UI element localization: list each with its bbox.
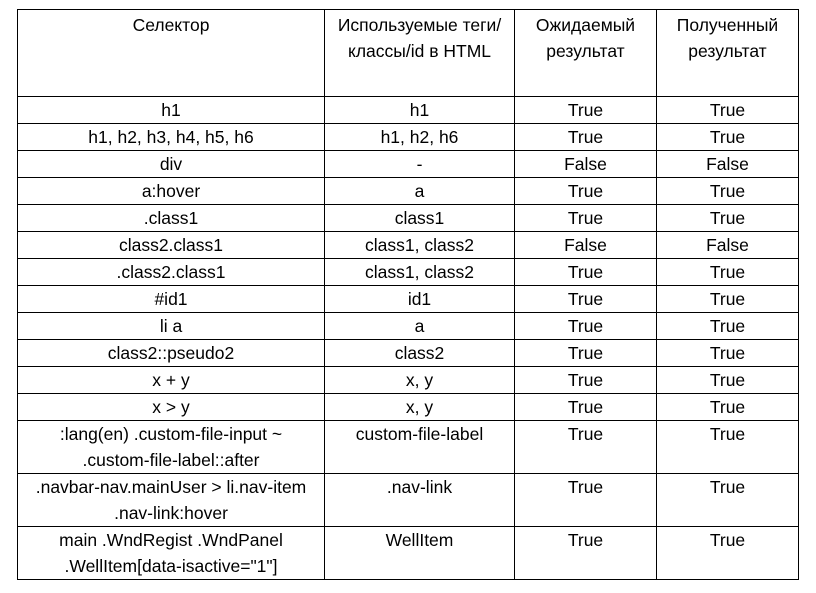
cell-selector: x > y [18,394,325,421]
cell-expected: True [515,178,657,205]
cell-actual: False [657,232,799,259]
cell-actual: True [657,367,799,394]
cell-expected: False [515,151,657,178]
cell-selector: h1 [18,97,325,124]
cell-actual: True [657,286,799,313]
table-row [18,259,799,286]
table-row [18,97,799,124]
cell-expected: True [515,259,657,286]
table-header-row [18,10,799,97]
cell-used-tags: h1, h2, h6 [325,124,515,151]
cell-used-tags: class2 [325,340,515,367]
cell-selector: #id1 [18,286,325,313]
cell-selector: main .WndRegist .WndPanel .WellItem[data-isactive="1"] [18,527,325,580]
cell-expected: False [515,232,657,259]
cell-expected: True [515,421,657,474]
cell-used-tags: a [325,178,515,205]
cell-actual: True [657,259,799,286]
cell-expected: True [515,97,657,124]
table-row [18,421,799,474]
cell-expected: True [515,313,657,340]
cell-expected: True [515,367,657,394]
cell-selector: x + y [18,367,325,394]
cell-used-tags: x, y [325,394,515,421]
header-selector: Селектор [18,10,325,97]
cell-actual: True [657,474,799,527]
table-row [18,394,799,421]
cell-expected: True [515,340,657,367]
cell-used-tags: class1, class2 [325,232,515,259]
cell-expected: True [515,124,657,151]
cell-actual: True [657,340,799,367]
table-row [18,313,799,340]
cell-actual: True [657,124,799,151]
cell-expected: True [515,394,657,421]
table-row [18,151,799,178]
cell-used-tags: - [325,151,515,178]
cell-selector: .class1 [18,205,325,232]
cell-expected: True [515,527,657,580]
table-row [18,124,799,151]
cell-actual: True [657,313,799,340]
cell-actual: True [657,527,799,580]
table-row [18,178,799,205]
table-row [18,367,799,394]
cell-actual: True [657,421,799,474]
cell-expected: True [515,286,657,313]
header-actual-result: Полученный результат [657,10,799,97]
cell-selector: :lang(en) .custom-file-input ~ .custom-file-label::after [18,421,325,474]
cell-used-tags: class1, class2 [325,259,515,286]
cell-selector: div [18,151,325,178]
header-expected-result: Ожидаемый результат [515,10,657,97]
cell-used-tags: a [325,313,515,340]
cell-actual: True [657,205,799,232]
cell-used-tags: WellItem [325,527,515,580]
header-used-tags: Используемые теги/классы/id в HTML [325,10,515,97]
cell-selector: li a [18,313,325,340]
cell-actual: True [657,178,799,205]
cell-selector: .class2.class1 [18,259,325,286]
cell-expected: True [515,205,657,232]
cell-used-tags: custom-file-label [325,421,515,474]
cell-actual: True [657,394,799,421]
cell-actual: True [657,97,799,124]
cell-used-tags: .nav-link [325,474,515,527]
table-row [18,205,799,232]
cell-used-tags: x, y [325,367,515,394]
cell-selector: class2.class1 [18,232,325,259]
cell-selector: a:hover [18,178,325,205]
cell-expected: True [515,474,657,527]
selector-table [17,9,799,580]
table-row [18,474,799,527]
table-row [18,527,799,580]
cell-used-tags: id1 [325,286,515,313]
cell-selector: class2::pseudo2 [18,340,325,367]
cell-used-tags: h1 [325,97,515,124]
table-row [18,286,799,313]
table-row [18,232,799,259]
cell-selector: h1, h2, h3, h4, h5, h6 [18,124,325,151]
cell-selector: .navbar-nav.mainUser > li.nav-item .nav-link:hover [18,474,325,527]
cell-actual: False [657,151,799,178]
table-row [18,340,799,367]
cell-used-tags: class1 [325,205,515,232]
